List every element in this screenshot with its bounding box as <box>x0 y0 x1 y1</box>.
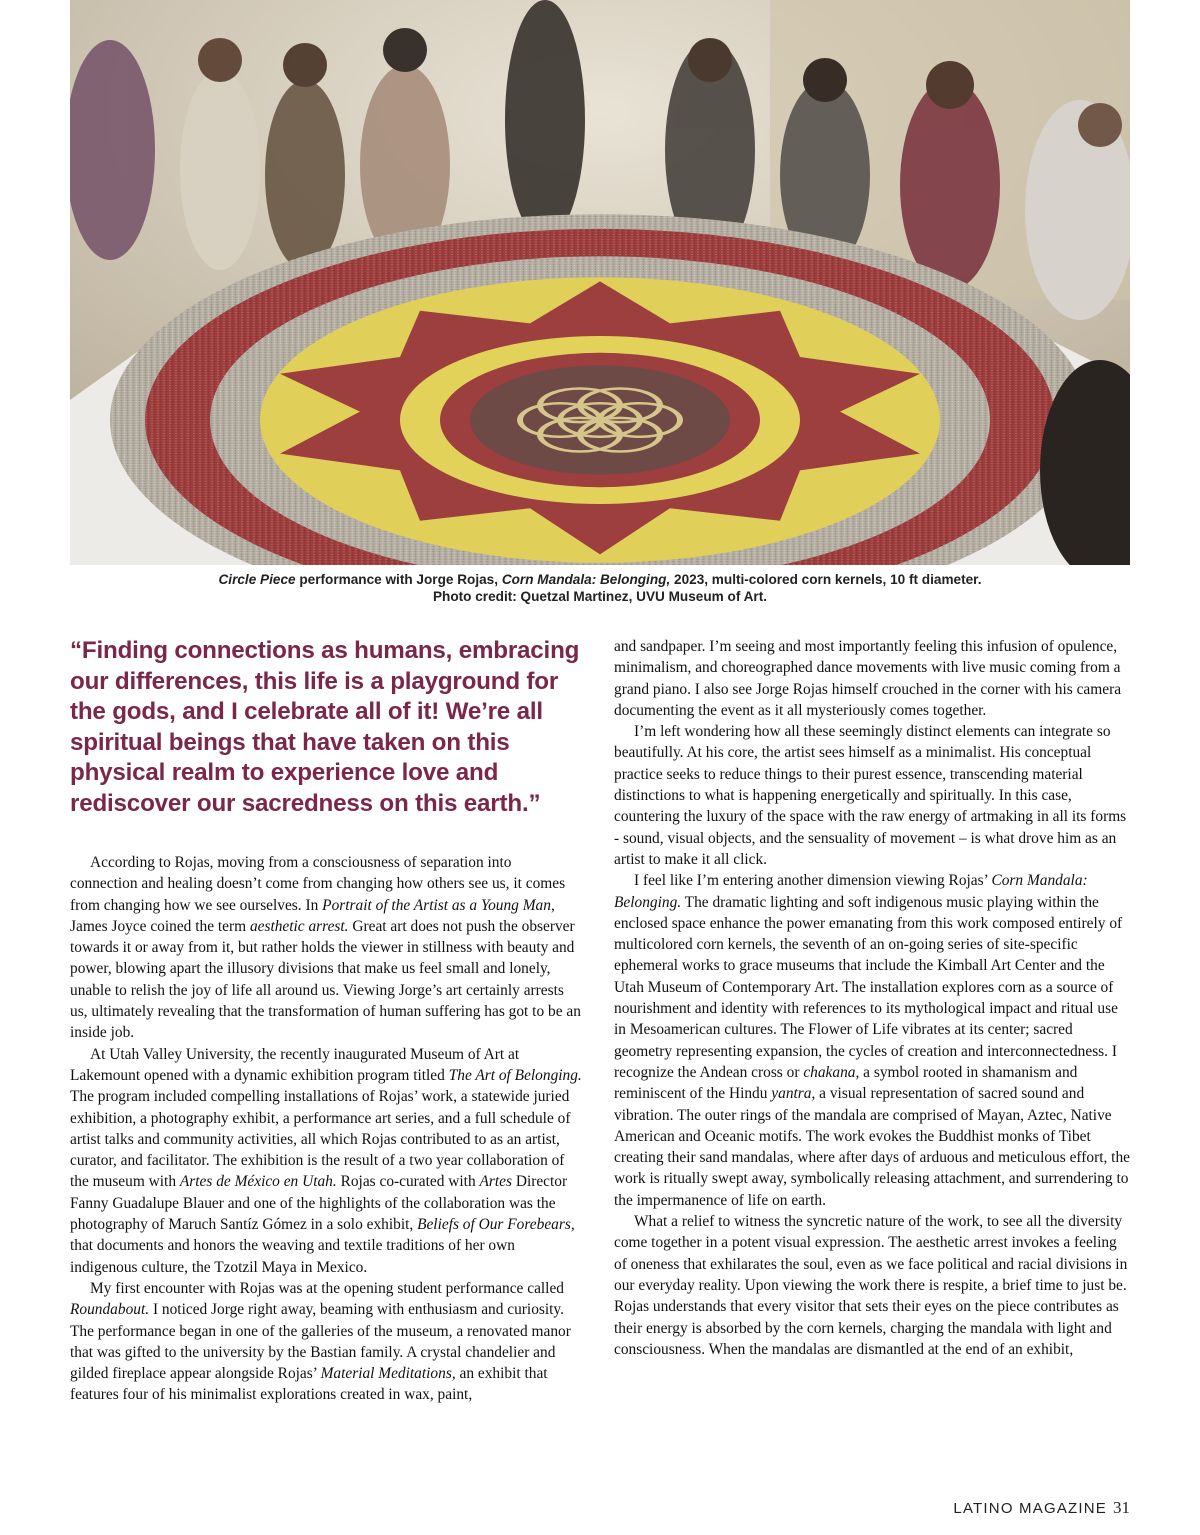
mandala-photo <box>70 0 1130 565</box>
pull-quote: “Finding connections as humans, embracing our differences, this life is a playground for the gods, and I celebrate all of it! We’re all spiritual beings that have taken on this physical realm to experience love and rediscover our sacredness on this earth.” <box>70 637 580 817</box>
corn-mandala-illustration <box>70 0 1130 565</box>
paragraph: My first encounter with Rojas was at the opening student performance called Roundabout. I noticed Jorge right away, beaming with enthusiasm and curiosity. The performance began in one of the galleries of the museum, a renovated manor that was gifted to the university by the Bastian family. A crystal chandelier and gilded fireplace appear alongside Rojas’ Material Meditations, an exhibit that features four of his minimalist explorations created in wax, paint, <box>70 1279 571 1404</box>
photo-caption <box>70 571 1130 605</box>
page-number: 31 <box>1113 1498 1130 1517</box>
paragraph: According to Rojas, moving from a consciousness of separation into connection and healing doesn’t come from changing how others see us, it comes from changing how we see ourselves. In Portrait of the Artist as a Young Man, James Joyce coined the term aesthetic arrest. Great art does not push the observer towards it or away from it, but rather holds the viewer in stillness with beauty and power, blowing apart the illusory divisions that make us feel small and lonely, unable to relish the joy of life all around us. Viewing Jorge’s art certainly arrests us, ultimately revealing that the transformation of human suffering has got to be an inside job. <box>70 854 581 1042</box>
caption-text-2: 2023, multi-colored corn kernels, 10 ft diameter. <box>670 572 982 587</box>
paragraph: I feel like I’m entering another dimension viewing Rojas’ Corn Mandala: Belonging. The dramatic lighting and soft indigenous music playing within the enclosed space enhance the power emanating from this work composed entirely of multicolored corn kernels, the seventh of an on-going series of site-specific ephemeral works to grace museums that include the Kimball Art Center and the Utah Museum of Contemporary Art. The installation explores corn as a source of nourishment and identity with references to its mythological impact and ritual use in Mesoamerican cultures. The Flower of Life vibrates at its center; sacred geometry representing expansion, the cycles of creation and interconnectedness. I recognize the Andean cross or chakana, a symbol rooted in shamanism and reminiscent of the Hindu yantra, a visual representation of sacred sound and vibration. The outer rings of the mandala are comprised of Mayan, Aztec, Native American and Oceanic motifs. The work evokes the Buddhist monks of Tibet creating their sand mandalas, where after days of arduous and meticulous effort, the work is ritually swept away, symbolically releasing attachment, and surrendering to the impermanence of life on earth. <box>614 872 1130 1209</box>
article-column-left <box>70 852 582 1406</box>
caption-credit: Photo credit: Quetzal Martinez, UVU Museum of Art. <box>432 589 768 604</box>
paragraph: At Utah Valley University, the recently inaugurated Museum of Art at Lakemount opened with a dynamic exhibition program titled The Art of Belonging. The program included compelling installations of Rojas’ work, a statewide juried exhibition, a photography exhibit, a performance art series, and a full schedule of artist talks and community activities, all which Rojas contributed to as an artist, curator, and facilitator. The exhibition is the result of a two year collaboration of the museum with Artes de México en Utah. Rojas co-curated with Artes Director Fanny Guadalupe Blauer and one of the highlights of the collaboration was the photography of Maruch Santíz Gómez in a solo exhibit, Beliefs of Our Forebears, that documents and honors the weaving and textile traditions of her own indigenous culture, the Tzotzil Maya in Mexico. <box>70 1045 582 1276</box>
caption-line-1 <box>70 571 1130 588</box>
paragraph: and sandpaper. I’m seeing and most importantly feeling this infusion of opulence, minimalism, and choreographed dance movements with live music coming from a grand piano. I also see Jorge Rojas himself crouched in the corner with his camera documenting the event as it all mysteriously comes together. <box>614 638 1122 719</box>
caption-work: Corn Mandala: Belonging, <box>501 572 671 587</box>
magazine-name: LATINO MAGAZINE <box>953 1500 1107 1517</box>
caption-title: Circle Piece <box>218 572 296 587</box>
paragraph: What a relief to witness the syncretic nature of the work, to see all the diversity come together in a potent visual expression. The aesthetic arrest invokes a feeling of oneness that exhilarates the soul, even as we face political and racial divisions in our everyday reality. Upon viewing the work there is respite, a brief time to just be. Rojas understands that every visitor that sets their eyes on the piece contributes as their energy is absorbed by the corn kernels, charging the mandala with light and consciousness. When the mandalas are dismantled at the end of an exhibit, <box>614 1213 1128 1358</box>
article-column-right <box>614 636 1132 1360</box>
caption-text-1: performance with Jorge Rojas, <box>295 572 502 587</box>
page-footer <box>953 1498 1130 1518</box>
paragraph: I’m left wondering how all these seemingly distinct elements can integrate so beautifully. At his core, the artist sees himself as a minimalist. His conceptual practice seeks to reduce things to their purest essence, transcending material distinctions to what is happening energetically and spiritually. In this case, countering the luxury of the space with the raw energy of artmaking in all its forms - sound, visual objects, and the sensuality of movement – is what drove him as an artist to make it all click. <box>614 723 1127 868</box>
